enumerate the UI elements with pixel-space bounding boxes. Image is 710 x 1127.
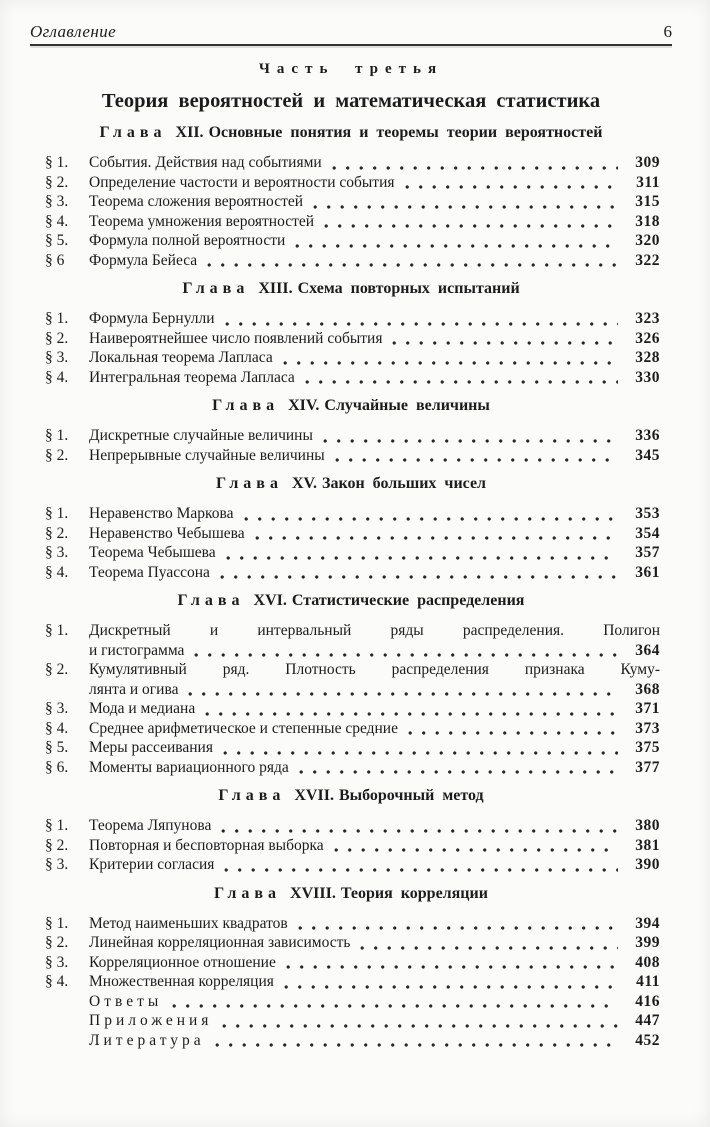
chapter-numeral: XII. xyxy=(175,124,204,141)
entry-page-number: 311 xyxy=(636,173,660,191)
entry-marker: § 1. xyxy=(45,622,69,639)
entry-marker: § 1. xyxy=(45,154,69,171)
chapter-entry-list xyxy=(30,426,672,465)
entry-page-number: 399 xyxy=(635,934,660,951)
toc-entry xyxy=(45,992,660,1012)
dot-leader-icon xyxy=(222,1023,618,1029)
entry-title: Меры рассеивания xyxy=(89,739,213,756)
chapter-numeral: XVII. xyxy=(294,787,334,804)
toc-entry xyxy=(45,699,660,719)
dot-leader-icon xyxy=(298,925,618,931)
entry-last-line xyxy=(89,719,660,739)
toc-entry xyxy=(45,446,660,466)
chapter-numeral: XIV. xyxy=(288,397,320,414)
entry-last-line xyxy=(89,1011,660,1031)
chapter-word: Глава xyxy=(212,397,280,414)
toc-entry xyxy=(45,231,660,251)
entry-page-number: 330 xyxy=(635,368,660,386)
entry-marker: § 3. xyxy=(45,953,69,971)
dot-leader-icon xyxy=(405,184,619,190)
entry-title: Приложения xyxy=(89,1012,213,1029)
chapter-title: Случайные величины xyxy=(324,397,490,414)
entry-page-number: 416 xyxy=(635,992,660,1010)
dot-leader-icon xyxy=(295,243,618,249)
chapter-numeral: XVI. xyxy=(253,592,287,609)
dot-leader-icon xyxy=(299,769,618,775)
toc-entry xyxy=(45,914,660,934)
entry-marker: § 1. xyxy=(45,817,69,834)
page-number: 6 xyxy=(663,22,672,41)
entry-page-number: 318 xyxy=(635,212,660,230)
dot-leader-icon xyxy=(224,867,618,873)
chapter-heading xyxy=(30,279,672,299)
dot-leader-icon xyxy=(207,262,618,268)
entry-page-number: 353 xyxy=(635,505,660,522)
chapter-section xyxy=(30,474,672,582)
chapter-heading xyxy=(30,474,672,494)
entry-title: Дискретные случайные величины xyxy=(89,427,313,444)
chapter-section xyxy=(30,786,672,875)
toc-entry xyxy=(45,621,660,660)
toc-entry xyxy=(45,192,660,212)
toc-entry xyxy=(45,426,660,446)
entry-last-line xyxy=(89,348,660,368)
dot-leader-icon xyxy=(255,535,618,541)
entry-last-line xyxy=(89,329,660,349)
entry-title: Мода и медиана xyxy=(89,700,196,717)
table-of-contents xyxy=(30,123,672,1050)
entry-marker: § 2. xyxy=(45,329,69,347)
entry-last-line xyxy=(89,309,660,329)
dot-leader-icon xyxy=(215,1042,618,1048)
entry-title: Формула полной вероятности xyxy=(89,232,286,249)
entry-page-number: 375 xyxy=(635,739,660,756)
chapter-word: Глава xyxy=(214,884,282,902)
chapter-title: Схема повторных испытаний xyxy=(297,280,520,297)
entry-title: Моменты вариационного ряда xyxy=(89,758,289,776)
dot-leader-icon xyxy=(360,945,618,951)
entry-marker: § 1. xyxy=(45,505,69,522)
entry-title: Интегральная теорема Лапласа xyxy=(89,368,295,386)
entry-marker: § 5. xyxy=(45,739,69,756)
entry-wrap-line: Дискретный и интервальный ряды распределения. Полигон xyxy=(89,622,660,639)
chapter-title: Закон больших чисел xyxy=(322,475,487,492)
entry-last-line xyxy=(89,816,660,836)
chapter-title: Теория корреляции xyxy=(340,884,488,902)
toc-entry xyxy=(45,1011,660,1031)
chapter-heading xyxy=(30,591,672,611)
entry-marker: § 2. xyxy=(45,524,69,542)
dot-leader-icon xyxy=(221,828,618,834)
entry-page-number: 373 xyxy=(635,719,660,737)
entry-page-number: 380 xyxy=(635,817,660,834)
entry-title: Неравенство Маркова xyxy=(89,505,234,522)
entry-title: Повторная и бесповторная выборка xyxy=(89,836,324,854)
entry-last-line xyxy=(89,504,660,524)
toc-entry xyxy=(45,504,660,524)
dot-leader-icon xyxy=(283,360,618,366)
dot-leader-icon xyxy=(392,340,618,346)
chapter-word: Глава xyxy=(182,280,250,297)
toc-entry xyxy=(45,329,660,349)
entry-last-line xyxy=(89,446,660,466)
entry-last-line xyxy=(89,953,660,973)
toc-entry xyxy=(45,738,660,758)
entry-page-number: 354 xyxy=(635,524,660,542)
entry-page-number: 394 xyxy=(635,914,660,932)
toc-entry xyxy=(45,836,660,856)
toc-entry xyxy=(45,309,660,329)
entry-page-number: 390 xyxy=(635,856,660,873)
entry-marker: § 2. xyxy=(45,173,69,191)
entry-page-number: 371 xyxy=(635,700,660,717)
entry-page-number: 315 xyxy=(635,193,660,210)
entry-last-line xyxy=(89,855,660,875)
entry-title: Теорема Ляпунова xyxy=(89,817,212,834)
dot-leader-icon xyxy=(334,847,618,853)
part-label: Часть третья xyxy=(258,61,444,77)
dot-leader-icon xyxy=(305,379,618,385)
toc-entry xyxy=(45,212,660,232)
header-rule xyxy=(30,44,672,46)
entry-marker: § 3. xyxy=(45,544,69,561)
entry-last-line xyxy=(89,212,660,232)
entry-marker: § 3. xyxy=(45,856,69,873)
dot-leader-icon xyxy=(220,574,618,580)
toc-entry xyxy=(45,563,660,583)
entry-last-line xyxy=(89,192,660,212)
chapter-word: Глава xyxy=(215,475,283,492)
chapter-entry-list xyxy=(30,504,672,582)
entry-marker: § 3. xyxy=(45,193,69,210)
entry-page-number: 361 xyxy=(635,563,660,581)
dot-leader-icon xyxy=(408,730,618,736)
entry-page-number: 323 xyxy=(635,310,660,327)
toc-entry xyxy=(45,660,660,699)
entry-last-line xyxy=(89,1031,660,1051)
entry-page-number: 328 xyxy=(635,349,660,366)
chapter-section xyxy=(30,591,672,777)
entry-marker: § 1. xyxy=(45,914,69,932)
entry-page-number: 336 xyxy=(635,427,660,444)
dot-leader-icon xyxy=(225,321,618,327)
chapter-entry-list xyxy=(30,309,672,387)
page-header xyxy=(30,22,672,42)
chapter-title: Статистические распределения xyxy=(291,592,525,609)
entry-title: Корреляционное отношение xyxy=(89,953,276,971)
entry-wrap-line: Кумулятивный ряд. Плотность распределения признака Куму- xyxy=(89,661,660,678)
entry-title: Среднее арифметическое и степенные средние xyxy=(89,719,398,737)
chapter-entry-list xyxy=(30,816,672,875)
entry-marker: § 1. xyxy=(45,310,69,327)
entry-page-number: 320 xyxy=(635,232,660,249)
entry-page-number: 377 xyxy=(635,758,660,776)
entry-marker: § 2. xyxy=(45,446,69,464)
chapter-word: Глава xyxy=(177,592,245,609)
entry-last-line xyxy=(89,524,660,544)
dot-leader-icon xyxy=(172,1003,618,1009)
chapter-numeral: XIII. xyxy=(258,280,293,297)
chapter-numeral: XV. xyxy=(291,475,317,492)
entry-marker: § 2. xyxy=(45,661,69,678)
entry-marker: § 5. xyxy=(45,232,69,249)
entry-page-number: 364 xyxy=(635,641,660,659)
book-title: Теория вероятностей и математическая статистика xyxy=(101,90,601,112)
dot-leader-icon xyxy=(205,711,618,717)
chapter-heading xyxy=(30,396,672,416)
chapter-entry-list xyxy=(30,153,672,270)
chapter-section xyxy=(30,123,672,270)
toc-entry xyxy=(45,251,660,271)
entry-title: Теорема сложения вероятностей xyxy=(89,193,304,210)
entry-last-line xyxy=(89,543,660,563)
entry-last-line xyxy=(89,641,660,661)
entry-title: Формула Бернулли xyxy=(89,310,215,327)
entry-marker: § 4. xyxy=(45,973,69,990)
dot-leader-icon xyxy=(188,691,618,697)
chapter-numeral: XVIII. xyxy=(290,884,336,902)
toc-entry xyxy=(45,972,660,992)
entry-page-number: 322 xyxy=(635,251,660,269)
dot-leader-icon xyxy=(323,438,618,444)
entry-last-line xyxy=(89,153,660,173)
entry-page-number: 447 xyxy=(635,1012,660,1029)
chapter-section xyxy=(30,884,672,1051)
entry-title: Наивероятнейшее число появлений события xyxy=(89,329,383,347)
toc-entry xyxy=(45,543,660,563)
entry-marker: § 4. xyxy=(45,368,69,386)
chapter-title: Выборочный метод xyxy=(338,787,484,804)
dot-leader-icon xyxy=(244,516,619,522)
entry-last-line xyxy=(89,426,660,446)
entry-marker: § 6 xyxy=(45,251,65,269)
dot-leader-icon xyxy=(226,555,618,561)
entry-page-number: 408 xyxy=(635,953,660,971)
entry-page-number: 411 xyxy=(636,973,660,990)
entry-last-line xyxy=(89,368,660,388)
entry-title: Непрерывные случайные величины xyxy=(89,446,325,464)
entry-last-line xyxy=(89,933,660,953)
entry-marker: § 2. xyxy=(45,934,69,951)
toc-entry xyxy=(45,953,660,973)
entry-title: Формула Бейеса xyxy=(89,251,198,269)
toc-entry xyxy=(45,1031,660,1051)
entry-title: Литература xyxy=(89,1031,205,1049)
entry-last-line xyxy=(89,251,660,271)
entry-title: Теорема Чебышева xyxy=(89,544,216,561)
entry-marker: § 3. xyxy=(45,700,69,717)
entry-title: Метод наименьших квадратов xyxy=(89,914,288,932)
chapter-title: Основные понятия и теоремы теории вероятностей xyxy=(208,124,603,141)
toc-entry xyxy=(45,368,660,388)
entry-last-line xyxy=(89,738,660,758)
entry-marker: § 6. xyxy=(45,758,69,776)
dot-leader-icon xyxy=(324,223,618,229)
entry-title: Множественная корреляция xyxy=(89,973,274,990)
entry-last-line xyxy=(89,836,660,856)
entry-marker: § 4. xyxy=(45,212,69,230)
entry-marker: § 4. xyxy=(45,563,69,581)
chapter-section xyxy=(30,279,672,387)
chapter-heading xyxy=(30,123,672,143)
entry-title: Теорема умножения вероятностей xyxy=(89,212,315,230)
toc-entry xyxy=(45,933,660,953)
entry-page-number: 345 xyxy=(635,446,660,464)
chapter-section xyxy=(30,396,672,465)
dot-leader-icon xyxy=(223,750,618,756)
dot-leader-icon xyxy=(284,984,618,990)
running-title: Оглавление xyxy=(30,22,117,41)
dot-leader-icon xyxy=(286,964,618,970)
entry-last-line xyxy=(89,972,660,992)
entry-last-line xyxy=(89,231,660,251)
chapter-word: Глава xyxy=(99,124,167,141)
entry-marker: § 3. xyxy=(45,349,69,366)
toc-entry xyxy=(45,855,660,875)
entry-page-number: 452 xyxy=(635,1031,660,1049)
toc-entry xyxy=(45,348,660,368)
entry-last-line xyxy=(89,563,660,583)
entry-title: Определение частости и вероятности события xyxy=(89,173,395,191)
entry-page-number: 309 xyxy=(635,154,660,171)
entry-last-line xyxy=(89,680,660,700)
chapter-word: Глава xyxy=(218,787,286,804)
entry-title: Критерии согласия xyxy=(89,856,215,873)
chapter-entry-list xyxy=(30,914,672,1051)
dot-leader-icon xyxy=(194,652,618,658)
dot-leader-icon xyxy=(335,457,618,463)
dot-leader-icon xyxy=(313,204,618,210)
toc-entry xyxy=(45,173,660,193)
entry-last-line xyxy=(89,758,660,778)
entry-title: лянта и огива xyxy=(89,680,179,698)
toc-entry xyxy=(45,719,660,739)
dot-leader-icon xyxy=(332,165,618,171)
entry-last-line xyxy=(89,699,660,719)
entry-title: и гистограмма xyxy=(89,641,185,659)
entry-page-number: 357 xyxy=(635,544,660,561)
toc-entry xyxy=(45,816,660,836)
entry-marker: § 1. xyxy=(45,427,69,444)
chapter-entry-list xyxy=(30,621,672,777)
entry-title: Локальная теорема Лапласа xyxy=(89,349,273,366)
entry-last-line xyxy=(89,992,660,1012)
toc-entry xyxy=(45,758,660,778)
toc-entry xyxy=(45,153,660,173)
entry-marker: § 4. xyxy=(45,719,69,737)
chapter-heading xyxy=(30,786,672,806)
chapter-heading xyxy=(30,884,672,904)
entry-title: События. Действия над событиями xyxy=(89,154,322,171)
entry-title: Теорема Пуассона xyxy=(89,563,210,581)
entry-marker: § 2. xyxy=(45,836,69,854)
entry-page-number: 326 xyxy=(635,329,660,347)
entry-title: Линейная корреляционная зависимость xyxy=(89,934,351,951)
entry-title: Неравенство Чебышева xyxy=(89,524,245,542)
entry-last-line xyxy=(89,173,660,193)
entry-page-number: 381 xyxy=(635,836,660,854)
entry-last-line xyxy=(89,914,660,934)
toc-entry xyxy=(45,524,660,544)
entry-title: Ответы xyxy=(89,992,163,1010)
entry-page-number: 368 xyxy=(635,680,660,698)
